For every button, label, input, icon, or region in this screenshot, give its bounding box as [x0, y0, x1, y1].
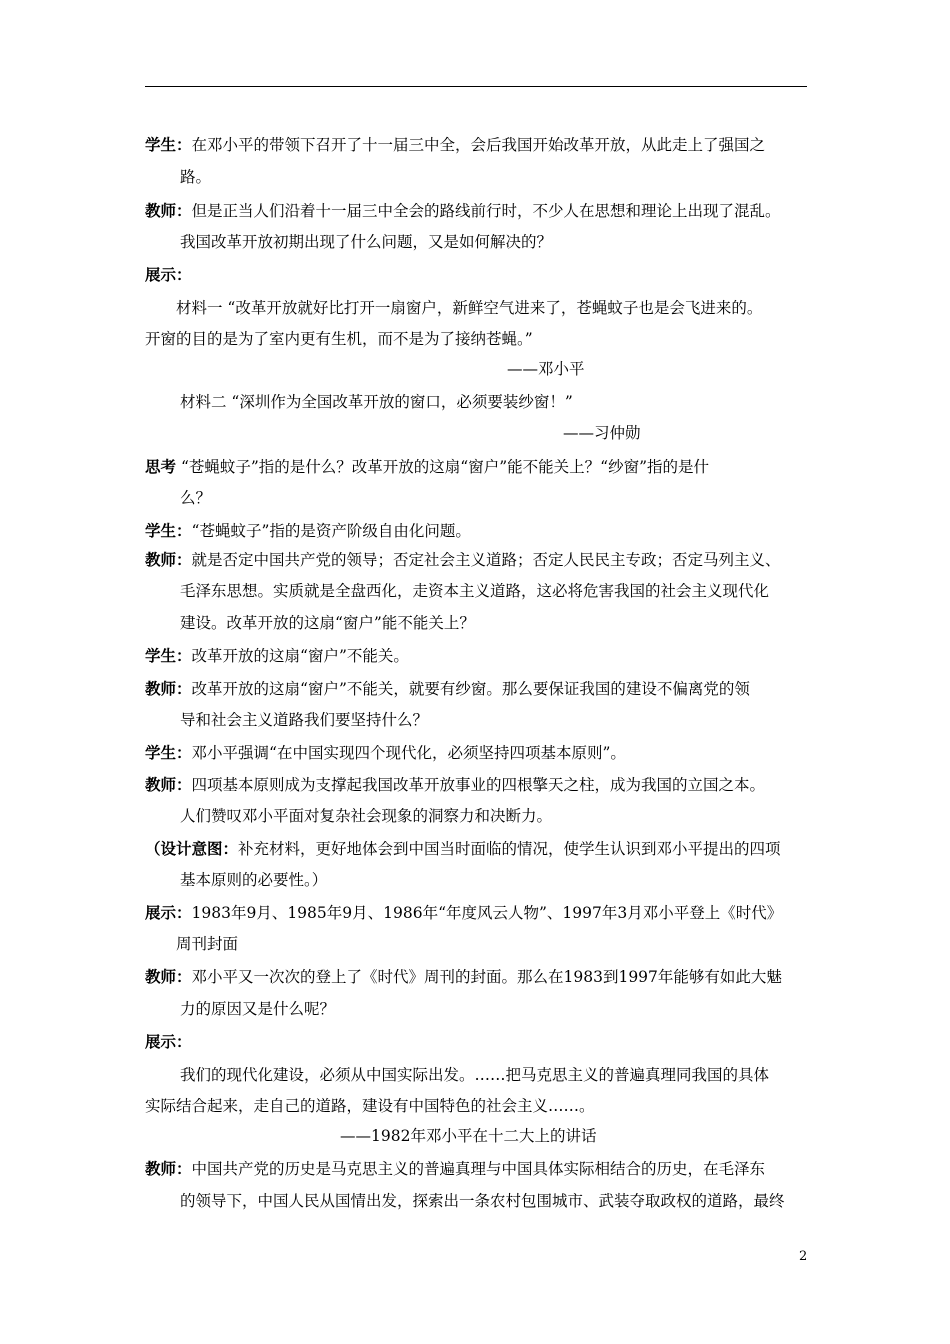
text-line	[180, 488, 211, 508]
text-line	[145, 1032, 192, 1052]
line-text: 就是否定中国共产党的领导；否定社会主义道路；否定人民民主专政；否定马列主义、	[191, 551, 781, 569]
line-text: 邓小平强调“在中国实现四个现代化，必须坚持四项基本原则”。	[191, 744, 626, 762]
line-text: 中国共产党的历史是马克思主义的普遍真理与中国具体实际相结合的历史，在毛泽东	[191, 1160, 766, 1178]
text-line	[180, 806, 552, 826]
text-line	[145, 265, 192, 285]
line-text: 改革开放的这扇“窗户”不能关。	[191, 647, 409, 665]
line-text: 基本原则的必要性。）	[180, 871, 328, 889]
text-line	[180, 581, 769, 601]
text-line	[145, 457, 709, 477]
text-line	[145, 839, 781, 859]
speaker-label: 教师：	[145, 1159, 192, 1178]
text-line	[145, 967, 782, 987]
text-line	[145, 775, 765, 795]
line-text: 1983年9月、1985年9月、1986年“年度风云人物”、1997年3月邓小平登上《时代》	[191, 904, 783, 922]
text-line	[176, 298, 762, 318]
page-number: 2	[799, 1249, 808, 1264]
line-text: 改革开放的这扇“窗户”不能关，就要有纱窗。那么要保证我国的建设不偏离党的领	[191, 680, 750, 698]
line-text: 我国改革开放初期出现了什么问题，又是如何解决的？	[180, 233, 553, 251]
text-line	[180, 999, 335, 1019]
text-line	[145, 135, 765, 155]
speaker-label: 展示：	[145, 903, 192, 922]
text-line	[145, 646, 409, 666]
text-line	[145, 521, 471, 541]
speaker-label: 教师：	[145, 775, 192, 794]
speaker-label: 学生：	[145, 135, 192, 154]
line-text: 邓小平又一次次的登上了《时代》周刊的封面。那么在1983到1997年能够有如此大魅	[191, 968, 782, 986]
line-text: “苍蝇蚊子”指的是什么？改革开放的这扇“窗户”能不能关上？“纱窗”指的是什	[176, 458, 709, 476]
line-text: 补充材料，更好地体会到中国当时面临的情况，使学生认识到邓小平提出的四项	[238, 840, 781, 858]
text-line	[180, 870, 327, 890]
line-text: 实际结合起来，走自己的道路，建设有中国特色的社会主义……。	[145, 1097, 595, 1115]
line-text: 么？	[180, 489, 212, 507]
line-text: 四项基本原则成为支撑起我国改革开放事业的四根擎天之柱，成为我国的立国之本。	[191, 776, 766, 794]
line-text: 周刊封面	[176, 935, 239, 953]
text-line	[145, 329, 533, 349]
text-line	[507, 359, 585, 379]
line-text: 但是正当人们沿着十一届三中全会的路线前行时，不少人在思想和理论上出现了混乱。	[191, 202, 781, 220]
line-text: 在邓小平的带领下召开了十一届三中全，会后我国开始改革开放，从此走上了强国之	[191, 136, 766, 154]
speaker-label: 学生：	[145, 521, 192, 540]
line-text: ——习仲勋	[563, 424, 641, 442]
line-text: “苍蝇蚊子”指的是资产阶级自由化问题。	[191, 522, 471, 540]
text-line	[340, 1126, 596, 1146]
line-text: 导和社会主义道路我们要坚持什么？	[180, 711, 429, 729]
line-text: 材料二 “深圳作为全国改革开放的窗口，必须要装纱窗！”	[180, 393, 573, 411]
text-line	[180, 710, 428, 730]
speaker-label: 展示：	[145, 265, 192, 284]
text-line	[145, 1096, 595, 1116]
text-line	[145, 550, 781, 570]
line-text: 的领导下，中国人民从国情出发，探索出一条农村包围城市、武装夺取政权的道路，最终	[180, 1192, 785, 1210]
line-text: 力的原因又是什么呢？	[180, 1000, 336, 1018]
text-line	[145, 903, 782, 923]
text-line	[180, 1065, 769, 1085]
text-line	[180, 1191, 785, 1211]
speaker-label: 思考	[145, 457, 177, 476]
text-line	[180, 392, 573, 412]
line-text: ——1982年邓小平在十二大上的讲话	[340, 1127, 597, 1145]
text-line	[145, 743, 626, 763]
line-text: 建设。改革开放的这扇“窗户”能不能关上？	[180, 614, 475, 632]
speaker-label: （设计意图：	[145, 839, 239, 858]
line-text: ——邓小平	[507, 360, 585, 378]
speaker-label: 学生：	[145, 646, 192, 665]
text-line	[145, 1159, 765, 1179]
speaker-label: 学生：	[145, 743, 192, 762]
text-line	[563, 423, 641, 443]
header-rule	[145, 86, 807, 87]
speaker-label: 教师：	[145, 201, 192, 220]
line-text: 开窗的目的是为了室内更有生机，而不是为了接纳苍蝇。”	[145, 330, 533, 348]
line-text: 路。	[180, 168, 212, 186]
text-line	[176, 934, 238, 954]
speaker-label: 教师：	[145, 967, 192, 986]
line-text: 材料一 “改革开放就好比打开一扇窗户，新鲜空气进来了，苍蝇蚊子也是会飞进来的。	[176, 299, 763, 317]
text-line	[180, 167, 211, 187]
speaker-label: 展示：	[145, 1032, 192, 1051]
line-text: 毛泽东思想。实质就是全盘西化，走资本主义道路，这必将危害我国的社会主义现代化	[180, 582, 770, 600]
line-text: 人们赞叹邓小平面对复杂社会现象的洞察力和决断力。	[180, 807, 553, 825]
line-text: 我们的现代化建设，必须从中国实际出发。……把马克思主义的普遍真理同我国的具体	[180, 1066, 770, 1084]
text-line	[180, 613, 475, 633]
text-line	[145, 679, 750, 699]
text-line	[180, 232, 552, 252]
text-line	[145, 201, 781, 221]
speaker-label: 教师：	[145, 679, 192, 698]
speaker-label: 教师：	[145, 550, 192, 569]
